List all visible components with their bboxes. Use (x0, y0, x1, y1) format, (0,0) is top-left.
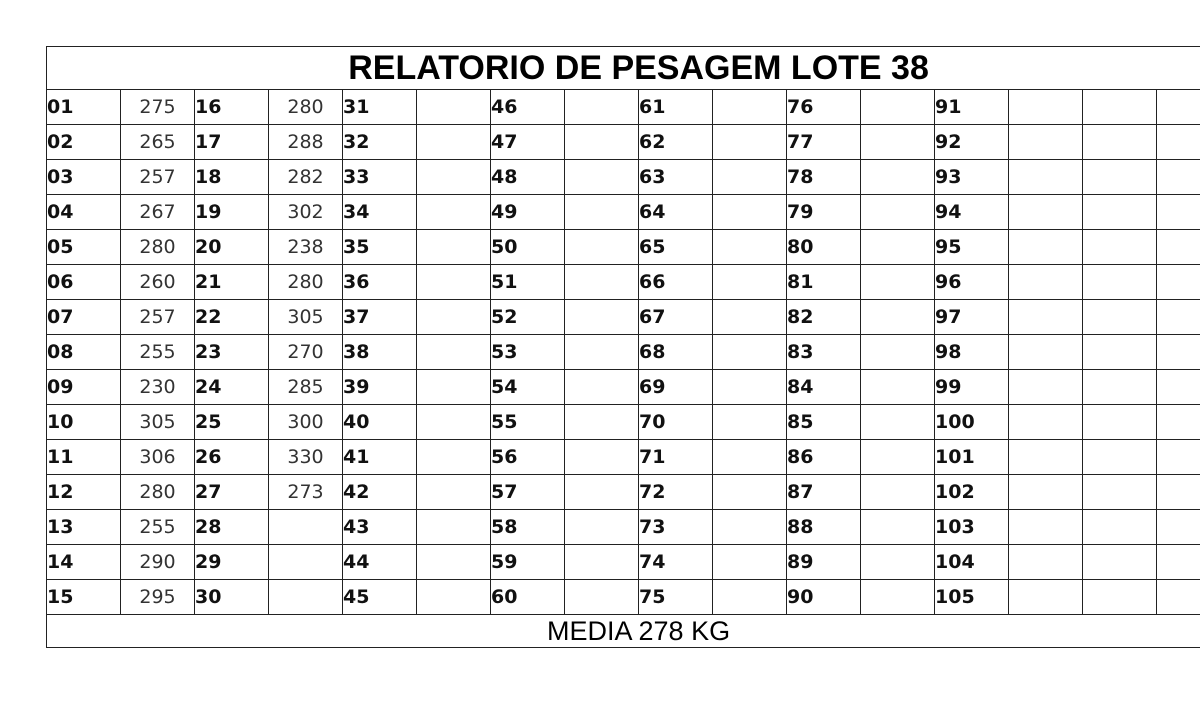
weight-value-cell (565, 580, 639, 615)
weight-value-cell (417, 545, 491, 580)
weight-value-cell (1157, 545, 1200, 580)
weight-value-cell: 280 (269, 265, 343, 300)
animal-number-cell: 93 (935, 160, 1009, 195)
weight-value-cell: 306 (121, 440, 195, 475)
animal-number-cell: 01 (47, 90, 121, 125)
table-row (47, 545, 1200, 580)
animal-number-cell: 45 (343, 580, 417, 615)
weight-value-cell (417, 125, 491, 160)
animal-number-cell: 61 (639, 90, 713, 125)
weight-value-cell (1009, 475, 1083, 510)
animal-number-cell: 41 (343, 440, 417, 475)
weight-value-cell: 285 (269, 370, 343, 405)
weight-value-cell (565, 545, 639, 580)
weight-value-cell (417, 195, 491, 230)
weight-value-cell (713, 230, 787, 265)
weight-value-cell (1157, 230, 1200, 265)
animal-number-cell: 102 (935, 475, 1009, 510)
animal-number-cell: 60 (491, 580, 565, 615)
animal-number-cell: 23 (195, 335, 269, 370)
animal-number-cell: 33 (343, 160, 417, 195)
weight-value-cell (713, 475, 787, 510)
weight-value-cell (861, 265, 935, 300)
weight-value-cell (713, 335, 787, 370)
animal-number-cell: 71 (639, 440, 713, 475)
animal-number-cell: 27 (195, 475, 269, 510)
weight-value-cell (861, 370, 935, 405)
animal-number-cell: 04 (47, 195, 121, 230)
weight-value-cell (861, 160, 935, 195)
animal-number-cell: 78 (787, 160, 861, 195)
table-row (47, 580, 1200, 615)
animal-number-cell (1083, 440, 1157, 475)
weight-value-cell (713, 160, 787, 195)
animal-number-cell (1083, 90, 1157, 125)
animal-number-cell: 26 (195, 440, 269, 475)
animal-number-cell: 99 (935, 370, 1009, 405)
animal-number-cell: 55 (491, 405, 565, 440)
report-title: RELATORIO DE PESAGEM LOTE 38 (47, 47, 1200, 90)
animal-number-cell (1083, 265, 1157, 300)
animal-number-cell: 84 (787, 370, 861, 405)
animal-number-cell: 101 (935, 440, 1009, 475)
animal-number-cell: 22 (195, 300, 269, 335)
weight-value-cell (1009, 580, 1083, 615)
animal-number-cell: 02 (47, 125, 121, 160)
animal-number-cell: 49 (491, 195, 565, 230)
weight-value-cell (269, 545, 343, 580)
animal-number-cell (1083, 545, 1157, 580)
weight-value-cell: 282 (269, 160, 343, 195)
weight-value-cell: 290 (121, 545, 195, 580)
weight-value-cell (861, 90, 935, 125)
weight-value-cell: 273 (269, 475, 343, 510)
animal-number-cell: 65 (639, 230, 713, 265)
animal-number-cell (1083, 195, 1157, 230)
animal-number-cell: 11 (47, 440, 121, 475)
weight-value-cell (565, 160, 639, 195)
weight-value-cell (417, 160, 491, 195)
weight-value-cell (565, 195, 639, 230)
weight-value-cell (1157, 475, 1200, 510)
weight-value-cell: 295 (121, 580, 195, 615)
weight-value-cell (713, 265, 787, 300)
weight-value-cell (417, 510, 491, 545)
animal-number-cell: 95 (935, 230, 1009, 265)
weight-value-cell (1009, 230, 1083, 265)
animal-number-cell: 40 (343, 405, 417, 440)
weight-value-cell (1009, 90, 1083, 125)
animal-number-cell: 31 (343, 90, 417, 125)
animal-number-cell: 75 (639, 580, 713, 615)
animal-number-cell: 19 (195, 195, 269, 230)
weight-value-cell (713, 90, 787, 125)
weight-value-cell: 280 (121, 475, 195, 510)
weight-value-cell: 257 (121, 300, 195, 335)
table-row (47, 510, 1200, 545)
animal-number-cell: 03 (47, 160, 121, 195)
weight-value-cell (713, 545, 787, 580)
weight-value-cell (713, 440, 787, 475)
weight-value-cell (1009, 545, 1083, 580)
weight-value-cell (565, 230, 639, 265)
weight-value-cell (417, 90, 491, 125)
animal-number-cell (1083, 475, 1157, 510)
weight-value-cell (565, 125, 639, 160)
weight-value-cell: 275 (121, 90, 195, 125)
animal-number-cell: 24 (195, 370, 269, 405)
animal-number-cell: 90 (787, 580, 861, 615)
animal-number-cell: 21 (195, 265, 269, 300)
table-row (47, 335, 1200, 370)
animal-number-cell: 12 (47, 475, 121, 510)
animal-number-cell: 80 (787, 230, 861, 265)
weight-value-cell (1009, 265, 1083, 300)
animal-number-cell: 94 (935, 195, 1009, 230)
weight-value-cell (861, 545, 935, 580)
animal-number-cell: 64 (639, 195, 713, 230)
animal-number-cell: 29 (195, 545, 269, 580)
animal-number-cell (1083, 510, 1157, 545)
animal-number-cell (1083, 405, 1157, 440)
weight-value-cell: 270 (269, 335, 343, 370)
weight-value-cell (1009, 195, 1083, 230)
weight-value-cell (1157, 265, 1200, 300)
weight-value-cell (861, 580, 935, 615)
weight-value-cell (417, 300, 491, 335)
weight-value-cell (1157, 160, 1200, 195)
weight-value-cell (1009, 440, 1083, 475)
weight-value-cell: 330 (269, 440, 343, 475)
animal-number-cell: 103 (935, 510, 1009, 545)
weight-value-cell (417, 580, 491, 615)
animal-number-cell: 10 (47, 405, 121, 440)
animal-number-cell: 58 (491, 510, 565, 545)
animal-number-cell (1083, 335, 1157, 370)
animal-number-cell: 56 (491, 440, 565, 475)
weight-value-cell (861, 195, 935, 230)
animal-number-cell: 92 (935, 125, 1009, 160)
weight-value-cell (565, 370, 639, 405)
animal-number-cell: 88 (787, 510, 861, 545)
animal-number-cell: 37 (343, 300, 417, 335)
animal-number-cell: 63 (639, 160, 713, 195)
animal-number-cell: 67 (639, 300, 713, 335)
weight-value-cell (417, 370, 491, 405)
weight-value-cell (861, 230, 935, 265)
weight-value-cell (1157, 195, 1200, 230)
weight-value-cell (417, 440, 491, 475)
weight-value-cell (1009, 370, 1083, 405)
table-row (47, 90, 1200, 125)
weight-value-cell (713, 370, 787, 405)
animal-number-cell: 32 (343, 125, 417, 160)
weight-value-cell (1157, 440, 1200, 475)
table-row (47, 300, 1200, 335)
weight-value-cell: 255 (121, 510, 195, 545)
animal-number-cell: 14 (47, 545, 121, 580)
table-row (47, 440, 1200, 475)
weight-value-cell: 280 (269, 90, 343, 125)
weight-value-cell (417, 265, 491, 300)
animal-number-cell: 42 (343, 475, 417, 510)
animal-number-cell: 86 (787, 440, 861, 475)
animal-number-cell (1083, 300, 1157, 335)
weight-value-cell (861, 335, 935, 370)
animal-number-cell: 83 (787, 335, 861, 370)
weight-value-cell (269, 580, 343, 615)
weight-value-cell (417, 230, 491, 265)
animal-number-cell: 85 (787, 405, 861, 440)
animal-number-cell (1083, 125, 1157, 160)
animal-number-cell: 97 (935, 300, 1009, 335)
weight-value-cell: 288 (269, 125, 343, 160)
animal-number-cell: 100 (935, 405, 1009, 440)
weight-value-cell (1157, 370, 1200, 405)
weight-value-cell (861, 440, 935, 475)
weight-value-cell (565, 90, 639, 125)
animal-number-cell: 54 (491, 370, 565, 405)
weight-value-cell (1157, 90, 1200, 125)
table-row (47, 405, 1200, 440)
animal-number-cell: 18 (195, 160, 269, 195)
weight-value-cell: 267 (121, 195, 195, 230)
footer-row (47, 615, 1200, 648)
weight-value-cell (565, 335, 639, 370)
title-row (47, 47, 1200, 90)
weight-value-cell (1157, 335, 1200, 370)
animal-number-cell: 34 (343, 195, 417, 230)
animal-number-cell: 30 (195, 580, 269, 615)
animal-number-cell: 43 (343, 510, 417, 545)
weight-value-cell (1009, 405, 1083, 440)
weight-value-cell: 230 (121, 370, 195, 405)
animal-number-cell: 20 (195, 230, 269, 265)
animal-number-cell: 07 (47, 300, 121, 335)
weight-value-cell (565, 405, 639, 440)
animal-number-cell (1083, 580, 1157, 615)
weight-value-cell (565, 510, 639, 545)
animal-number-cell: 91 (935, 90, 1009, 125)
animal-number-cell: 76 (787, 90, 861, 125)
animal-number-cell: 89 (787, 545, 861, 580)
weight-value-cell (713, 580, 787, 615)
table-row (47, 125, 1200, 160)
animal-number-cell: 105 (935, 580, 1009, 615)
weight-value-cell: 305 (121, 405, 195, 440)
table-row (47, 230, 1200, 265)
weight-value-cell (861, 405, 935, 440)
table-row (47, 475, 1200, 510)
animal-number-cell: 62 (639, 125, 713, 160)
table-row (47, 160, 1200, 195)
weight-value-cell (1009, 510, 1083, 545)
weight-value-cell (861, 475, 935, 510)
table-row (47, 265, 1200, 300)
weight-value-cell (713, 125, 787, 160)
animal-number-cell: 09 (47, 370, 121, 405)
weight-value-cell (269, 510, 343, 545)
animal-number-cell: 48 (491, 160, 565, 195)
animal-number-cell: 74 (639, 545, 713, 580)
weight-value-cell (565, 300, 639, 335)
weighing-report-table (46, 46, 1200, 648)
animal-number-cell: 81 (787, 265, 861, 300)
weight-value-cell: 255 (121, 335, 195, 370)
animal-number-cell: 38 (343, 335, 417, 370)
weight-value-cell (565, 475, 639, 510)
weight-value-cell (861, 300, 935, 335)
animal-number-cell: 77 (787, 125, 861, 160)
animal-number-cell: 35 (343, 230, 417, 265)
animal-number-cell: 08 (47, 335, 121, 370)
animal-number-cell: 104 (935, 545, 1009, 580)
weight-value-cell (1157, 300, 1200, 335)
animal-number-cell: 13 (47, 510, 121, 545)
weight-value-cell (1157, 510, 1200, 545)
weight-value-cell (713, 510, 787, 545)
weight-value-cell (713, 300, 787, 335)
weight-value-cell (565, 265, 639, 300)
weight-value-cell: 257 (121, 160, 195, 195)
weight-value-cell (1157, 405, 1200, 440)
weight-value-cell (713, 195, 787, 230)
weight-value-cell: 265 (121, 125, 195, 160)
animal-number-cell: 73 (639, 510, 713, 545)
weight-value-cell (861, 125, 935, 160)
animal-number-cell: 15 (47, 580, 121, 615)
weight-value-cell (417, 475, 491, 510)
animal-number-cell: 96 (935, 265, 1009, 300)
animal-number-cell: 39 (343, 370, 417, 405)
weighing-report-sheet (46, 46, 1158, 648)
animal-number-cell: 25 (195, 405, 269, 440)
animal-number-cell: 17 (195, 125, 269, 160)
animal-number-cell: 68 (639, 335, 713, 370)
weight-value-cell: 260 (121, 265, 195, 300)
weight-value-cell (1157, 580, 1200, 615)
weight-value-cell (565, 440, 639, 475)
animal-number-cell: 98 (935, 335, 1009, 370)
weight-value-cell (1009, 300, 1083, 335)
weight-value-cell (713, 405, 787, 440)
animal-number-cell: 52 (491, 300, 565, 335)
animal-number-cell: 87 (787, 475, 861, 510)
animal-number-cell: 28 (195, 510, 269, 545)
animal-number-cell: 16 (195, 90, 269, 125)
animal-number-cell: 51 (491, 265, 565, 300)
weight-value-cell (417, 405, 491, 440)
weight-value-cell: 300 (269, 405, 343, 440)
animal-number-cell (1083, 370, 1157, 405)
table-row (47, 370, 1200, 405)
weight-value-cell (1009, 125, 1083, 160)
average-weight-footer: MEDIA 278 KG (47, 615, 1200, 648)
animal-number-cell: 36 (343, 265, 417, 300)
weight-value-cell (417, 335, 491, 370)
weight-value-cell (1009, 160, 1083, 195)
animal-number-cell (1083, 230, 1157, 265)
weight-value-cell (1157, 125, 1200, 160)
weight-value-cell: 238 (269, 230, 343, 265)
animal-number-cell: 69 (639, 370, 713, 405)
animal-number-cell: 50 (491, 230, 565, 265)
animal-number-cell: 66 (639, 265, 713, 300)
animal-number-cell: 53 (491, 335, 565, 370)
animal-number-cell: 59 (491, 545, 565, 580)
weight-value-cell: 280 (121, 230, 195, 265)
animal-number-cell: 47 (491, 125, 565, 160)
weight-value-cell: 302 (269, 195, 343, 230)
weight-value-cell: 305 (269, 300, 343, 335)
weight-value-cell (1009, 335, 1083, 370)
table-row (47, 195, 1200, 230)
animal-number-cell: 70 (639, 405, 713, 440)
animal-number-cell: 05 (47, 230, 121, 265)
animal-number-cell: 82 (787, 300, 861, 335)
animal-number-cell: 46 (491, 90, 565, 125)
animal-number-cell: 79 (787, 195, 861, 230)
animal-number-cell: 72 (639, 475, 713, 510)
animal-number-cell (1083, 160, 1157, 195)
animal-number-cell: 06 (47, 265, 121, 300)
weight-value-cell (861, 510, 935, 545)
animal-number-cell: 44 (343, 545, 417, 580)
animal-number-cell: 57 (491, 475, 565, 510)
